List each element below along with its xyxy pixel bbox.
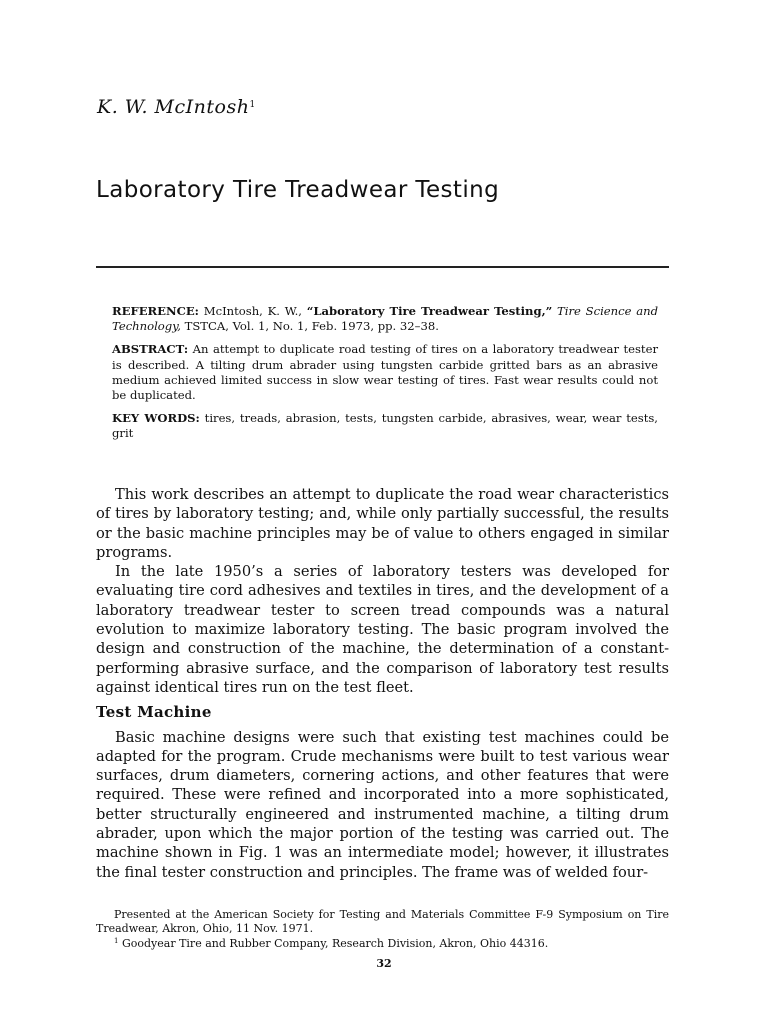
author-line [97,96,256,118]
section-heading: Test Machine [96,703,212,722]
abstract-block [112,304,658,450]
reference-author: McIntosh, K. W., [203,304,302,318]
reference-journal: Tire Science and Technology, [112,304,659,334]
body-text [96,485,669,882]
abstract-text: An attempt to duplicate road testing of tires on a laboratory treadwear tester is described. A tilting drum abrader using tungsten carbide gritted bars as an abrasive medium achieved limited success in slow wear testing of tires. Fast wear results could not be duplicated. [112,342,658,403]
footnote-mark: 1 [114,937,119,945]
abstract-paragraph [112,342,658,403]
reference-citation: TSTCA, Vol. 1, No. 1, Feb. 1973, pp. 32–38. [184,319,439,334]
paper-title: Laboratory Tire Treadwear Testing [96,177,500,203]
body-paragraph: In the late 1950’s a series of laboratory testers was developed for evaluating tire cord adhesives and textiles in tires, and the development of a laboratory treadwear tester to screen tread compounds was a natural evolution to maximize laboratory testing. The basic program involved the design and construction of the machine, the determination of a constant-performing abrasive surface, and the comparison of laboratory test results against identical tires run on the test fleet. [96,563,669,696]
reference-paper-title: “Laboratory Tire Treadwear Testing,” [306,304,553,318]
author-footnote-mark: 1 [249,100,256,110]
reference-label: REFERENCE: [112,304,199,318]
footnote-presented: Presented at the American Society for Testing and Materials Committee F-9 Symposium on Tire Treadwear, Akron, Ohio, 11 Nov. 1971. [96,908,669,935]
page-number: 32 [376,957,392,970]
footnote-affiliation-text: Goodyear Tire and Rubber Company, Research Division, Akron, Ohio 44316. [121,937,549,950]
footnote-affiliation [96,935,669,951]
keywords-paragraph [112,411,658,441]
body-paragraph: This work describes an attempt to duplicate the road wear characteristics of tires by laboratory testing; and, while only partially successful, the results or the basic machine principles may be of value to others engaged in similar programs. [96,486,669,561]
footnotes [96,908,669,951]
reference-paragraph [112,304,658,334]
keywords-text: tires, treads, abrasion, tests, tungsten carbide, abrasives, wear, wear tests, grit [112,411,658,441]
author-name: K. W. McIntosh [97,96,250,118]
abstract-label: ABSTRACT: [112,342,189,357]
section-paragraph: Basic machine designs were such that existing test machines could be adapted for the program. Crude mechanisms were built to test various wear surfaces, drum diameters, cornering actions, and other features that were required. These were refined and incorporated into a more sophisticated, better structurally engineered and instrumented machine, a tilting drum abrader, upon which the major portion of the testing was carried out. The machine shown in Fig. 1 was an intermediate model; however, it illustrates the final tester construction and principles. The frame was of welded four- [96,728,669,881]
keywords-label: KEY WORDS: [112,411,200,426]
title-rule [96,266,669,268]
